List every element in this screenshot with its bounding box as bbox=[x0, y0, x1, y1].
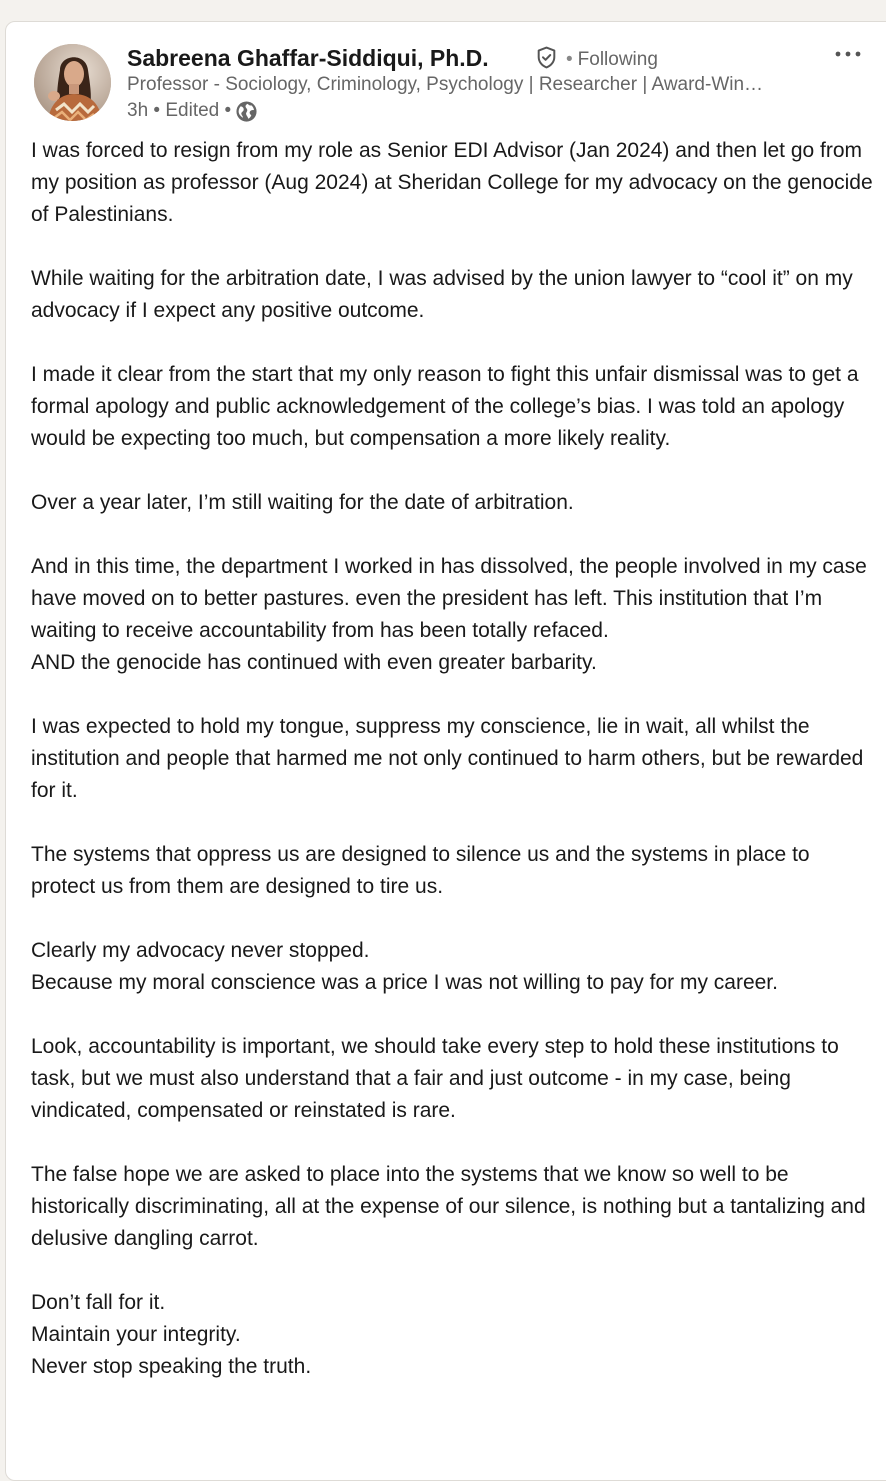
post-text-line: Look, accountability is important, we should take every step to hold these institutions to task, but we must also understand that a fair and just outcome - in my case, being vindicated, compensated or reinstated is rare. bbox=[31, 1035, 839, 1122]
author-headline: Professor - Sociology, Criminology, Psychology | Researcher | Award-Win… bbox=[127, 74, 764, 95]
post-text-line: Never stop speaking the truth. bbox=[31, 1355, 312, 1378]
post-paragraph bbox=[31, 359, 876, 455]
globe-icon bbox=[235, 100, 258, 123]
author-name[interactable]: Sabreena Ghaffar-Siddiqui, Ph.D. bbox=[127, 45, 489, 71]
following-label: Following bbox=[577, 49, 658, 70]
post-text-line: The false hope we are asked to place into the systems that we know so well to be historically discriminating, all at the expense of our silence, is nothing but a tantalizing and delusive dangling carrot. bbox=[31, 1163, 866, 1250]
post-text-line: While waiting for the arbitration date, I was advised by the union lawyer to “cool it” on my advocacy if I expect any positive outcome. bbox=[31, 267, 853, 322]
separator-dot: • bbox=[566, 49, 573, 70]
edited-label: Edited bbox=[165, 100, 220, 121]
post-text-line: Clearly my advocacy never stopped. bbox=[31, 939, 370, 962]
post-text-line: I made it clear from the start that my only reason to fight this unfair dismissal was to get a formal apology and public acknowledgement of the college’s bias. I was told an apology would be expecting too much, but compensation a more likely reality. bbox=[31, 363, 859, 450]
post-time[interactable]: 3h bbox=[127, 100, 149, 121]
post-paragraph bbox=[31, 263, 876, 327]
post-paragraph bbox=[31, 711, 876, 807]
author-avatar[interactable] bbox=[34, 44, 111, 121]
post-paragraph bbox=[31, 551, 876, 679]
follow-status[interactable] bbox=[566, 47, 658, 73]
post-text-line: Don’t fall for it. bbox=[31, 1291, 166, 1314]
post-text-line: The systems that oppress us are designed to silence us and the systems in place to protect us from them are designed to tire us. bbox=[31, 843, 810, 898]
post-text-line: AND the genocide has continued with even greater barbarity. bbox=[31, 651, 597, 674]
post-meta bbox=[127, 98, 258, 124]
ellipsis-icon bbox=[826, 34, 870, 74]
post-paragraph bbox=[31, 1031, 876, 1127]
post-text-line: And in this time, the department I worked in has dissolved, the people involved in my case have moved on to better pastures. even the president has left. This institution that I’m waiting to receive accountability from has been totally refaced. bbox=[31, 555, 867, 642]
post-paragraph bbox=[31, 1287, 876, 1383]
post-paragraph bbox=[31, 1159, 876, 1255]
avatar-photo-icon bbox=[34, 44, 111, 121]
post-paragraph bbox=[31, 487, 876, 519]
separator-dot: • bbox=[219, 100, 232, 121]
post-paragraph bbox=[31, 839, 876, 903]
post-text-line: Maintain your integrity. bbox=[31, 1323, 241, 1346]
post-text-line: Because my moral conscience was a price I was not willing to pay for my career. bbox=[31, 971, 778, 994]
post-text-line: I was expected to hold my tongue, suppress my conscience, lie in wait, all whilst the institution and people that harmed me not only continued to harm others, but be rewarded for it. bbox=[31, 715, 864, 802]
post-paragraph bbox=[31, 935, 876, 999]
separator-dot: • bbox=[148, 100, 166, 121]
more-options-button[interactable] bbox=[826, 34, 870, 74]
post-paragraph bbox=[31, 135, 876, 231]
post-text-line: Over a year later, I’m still waiting for the date of arbitration. bbox=[31, 491, 574, 514]
shield-check-icon bbox=[534, 45, 559, 70]
post-body bbox=[31, 135, 876, 1415]
post-text-line: I was forced to resign from my role as Senior EDI Advisor (Jan 2024) and then let go from my position as professor (Aug 2024) at Sheridan College for my advocacy on the genocide of Palestinians. bbox=[31, 139, 873, 226]
